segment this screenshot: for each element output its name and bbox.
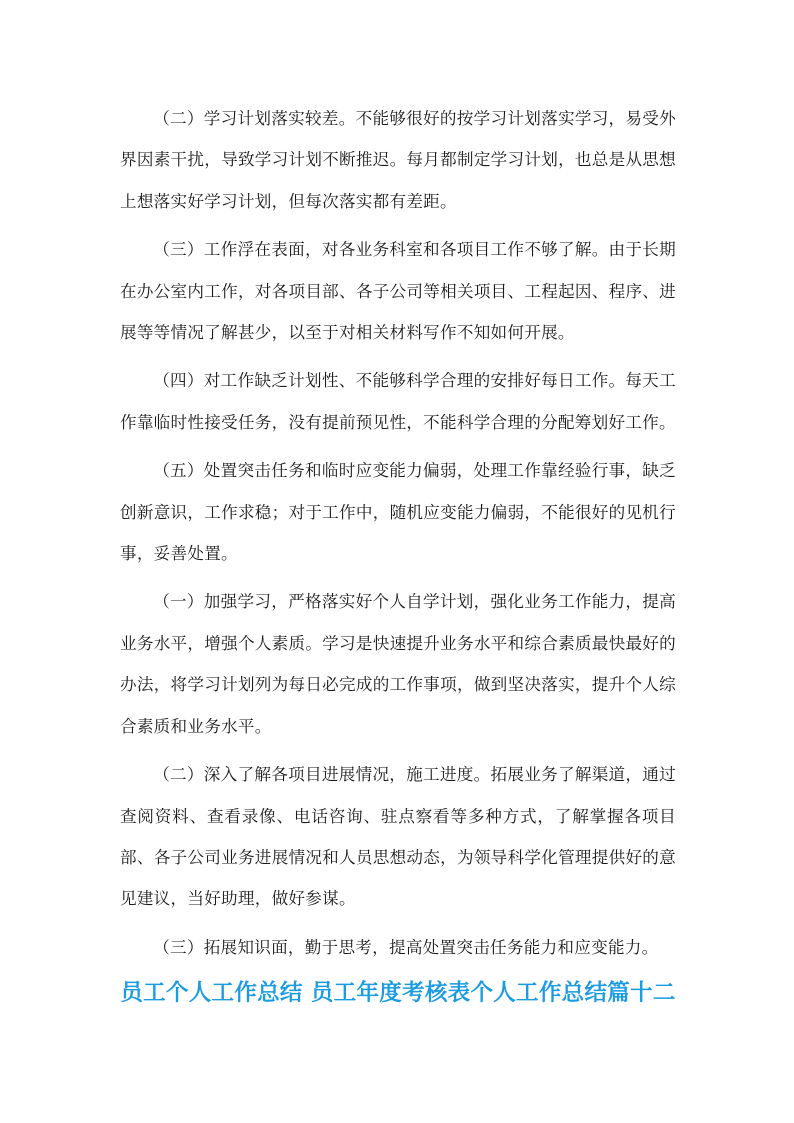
section-heading: 员工个人工作总结 员工年度考核表个人工作总结篇十二 (120, 980, 676, 1007)
paragraph-broaden-knowledge: （三）拓展知识面，勤于思考，提高处置突击任务能力和应变能力。 (153, 937, 659, 957)
paragraph-project-progress: （二）深入了解各项目进展情况，施工进度。拓展业务了解渠道，通过查阅资料、查看录像、电话咨询、驻点察看等多种方式，了解掌握各项目部、各子公司业务进展情况和人员思想动态，为领导科学化管理提供好的意见建议，当好助理，做好参谋。 (120, 765, 676, 909)
paragraph-surface-work: （三）工作浮在表面，对各业务科室和各项目工作不够了解。由于长期在办公室内工作，对各项目部、各子公司等相关项目、工程起因、程序、进展等等情况了解甚少，以至于对相关材料写作不知如何开展。 (120, 240, 676, 343)
paragraph-emergency-handling: （五）处置突击任务和临时应变能力偏弱，处理工作靠经验行事，缺乏创新意识，工作求稳；对于工作中，随机应变能力偏弱，不能很好的见机行事，妥善处置。 (120, 461, 676, 564)
paragraph-lack-planning: （四）对工作缺乏计划性、不能够科学合理的安排好每日工作。每天工作靠临时性接受任务，没有提前预见性，不能科学合理的分配筹划好工作。 (120, 371, 676, 432)
document-body (120, 98, 676, 1011)
paragraph-strengthen-study: （一）加强学习，严格落实好个人自学计划，强化业务工作能力，提高业务水平，增强个人素质。学习是快速提升业务水平和综合素质最快最好的办法，将学习计划列为每日必完成的工作事项，做到坚决落实，提升个人综合素质和业务水平。 (120, 592, 676, 736)
paragraph-study-plan: （二）学习计划落实较差。不能够很好的按学习计划落实学习，易受外界因素干扰，导致学习计划不断推迟。每月都制定学习计划，也总是从思想上想落实好学习计划，但每次落实都有差距。 (120, 109, 676, 211)
